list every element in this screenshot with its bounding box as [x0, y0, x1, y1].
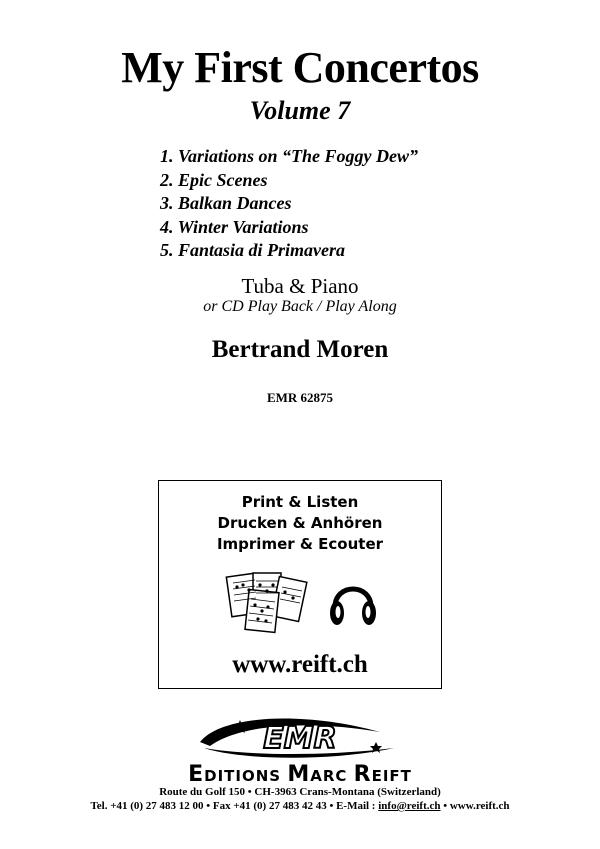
instrumentation-alternative: or CD Play Back / Play Along [203, 298, 397, 315]
list-item: 1. Variations on “The Foggy Dew” [160, 146, 419, 166]
contact-phone-fax: Tel. +41 (0) 27 483 12 00 • Fax +41 (0) 27 483 42 43 • E-Mail : [90, 800, 379, 812]
list-item: 2. Epic Scenes [160, 169, 268, 190]
publisher-address: Route du Golf 150 • CH-3963 Crans-Montana (Switzerland) [159, 786, 441, 798]
instrumentation: Tuba & Piano [241, 274, 359, 298]
list-item: 5. Fantasia di Primavera [160, 240, 346, 260]
page-title: My First Concertos [121, 43, 479, 92]
contact-website: • www.reift.ch [440, 800, 510, 812]
promo-line-en: Print & Listen [241, 493, 359, 511]
sheet-music-icon [225, 569, 311, 635]
publisher-contact [0, 800, 600, 812]
publisher-part: EIFT [371, 767, 412, 785]
promo-line-de: Drucken & Anhören [217, 514, 383, 532]
publisher-part: E [188, 762, 205, 787]
website-link[interactable]: www.reift.ch [232, 651, 368, 678]
publisher-part: R [353, 762, 372, 787]
composer-name: Bertrand Moren [211, 336, 389, 363]
headphones-icon [327, 573, 379, 633]
publisher-part: M [287, 762, 311, 787]
email-link[interactable]: info@reift.ch [378, 800, 441, 812]
logo-text: EMR [263, 721, 337, 756]
promo-line-fr: Imprimer & Ecouter [216, 535, 384, 553]
publisher-part: ARC [310, 767, 354, 785]
list-item: 4. Winter Variations [160, 216, 309, 237]
list-item: 3. Balkan Dances [160, 193, 292, 213]
volume-subtitle: Volume 7 [249, 96, 351, 125]
promo-box [158, 480, 442, 689]
emr-logo-icon [180, 712, 420, 762]
publisher-part: DITIONS [204, 767, 288, 785]
pieces-list [160, 145, 418, 263]
publisher-name [0, 762, 600, 787]
catalog-number: EMR 62875 [266, 390, 334, 405]
